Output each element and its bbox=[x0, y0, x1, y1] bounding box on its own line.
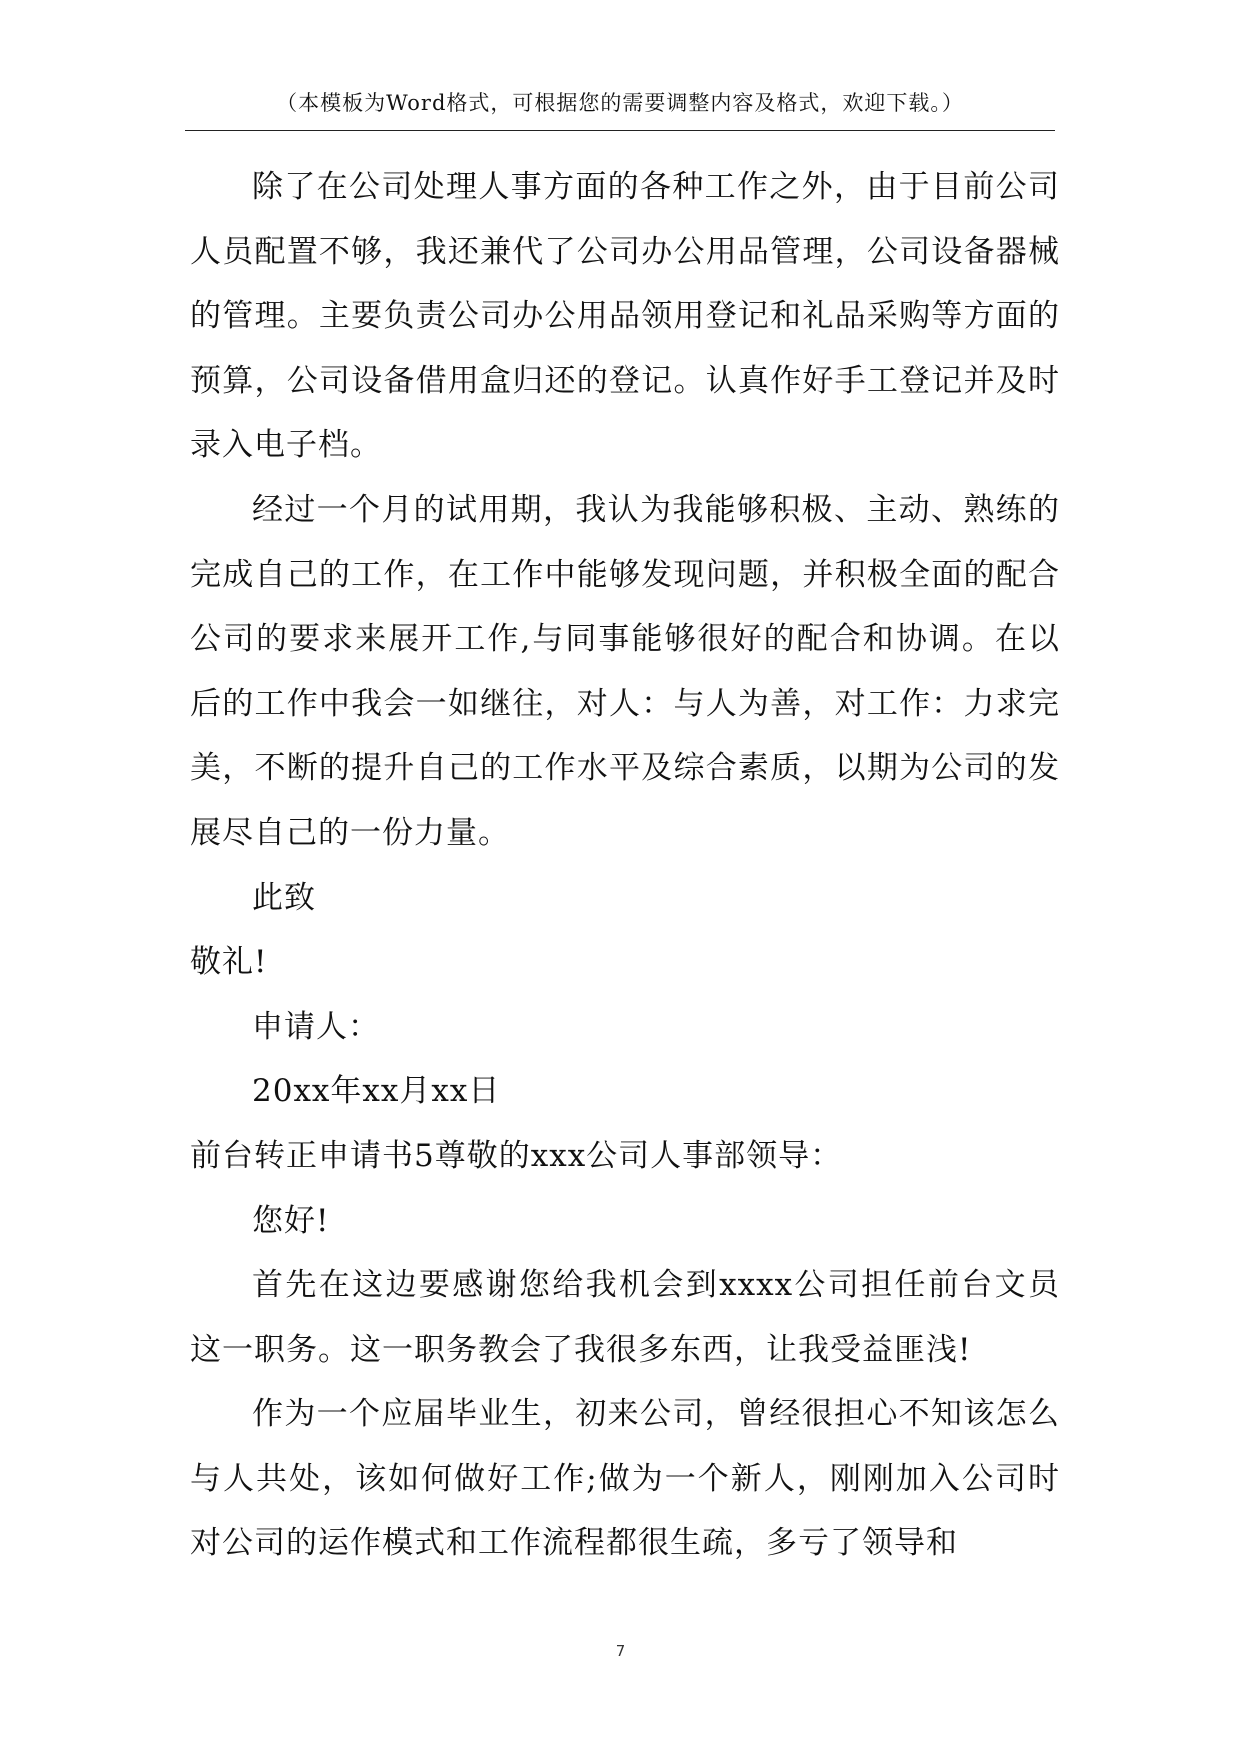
section-title-letter-5: 前台转正申请书5尊敬的xxx公司人事部领导： bbox=[190, 1137, 843, 1174]
page-header-note: （本模板为Word格式，可根据您的需要调整内容及格式，欢迎下载。） bbox=[276, 91, 964, 115]
closing-regards: 敬礼! bbox=[190, 944, 268, 981]
paragraph-probation-summary: 经过一个月的试用期，我认为我能够积极、主动、熟练的完成自己的工作，在工作中能够发现问题，并积极全面的配合公司的要求来展开工作,与同事能够很好的配合和协调。在以后的工作中我会一如继往，对人：与人为善，对工作：力求完美，不断的提升自己的工作水平及综合素质，以期为公司的发展尽自己的一份力量。 bbox=[190, 491, 1060, 851]
page-number: 7 bbox=[615, 1642, 626, 1660]
closing-salutation: 此致 bbox=[252, 879, 316, 916]
document-body bbox=[190, 155, 1060, 1576]
paragraph-thanks: 首先在这边要感谢您给我机会到xxxx公司担任前台文员这一职务。这一职务教会了我很多东西，让我受益匪浅! bbox=[190, 1267, 1060, 1368]
applicant-label: 申请人： bbox=[252, 1008, 380, 1045]
paragraph-new-graduate: 作为一个应届毕业生，初来公司，曾经很担心不知该怎么与人共处，该如何做好工作;做为一个新人，刚刚加入公司时对公司的运作模式和工作流程都很生疏，多亏了领导和 bbox=[190, 1396, 1060, 1562]
header-divider bbox=[185, 130, 1055, 131]
application-date: 20xx年xx月xx日 bbox=[252, 1073, 501, 1110]
paragraph-duties: 除了在公司处理人事方面的各种工作之外，由于目前公司人员配置不够，我还兼代了公司办公用品管理，公司设备器械的管理。主要负责公司办公用品领用登记和礼品采购等方面的预算，公司设备借用盒归还的登记。认真作好手工登记并及时录入电子档。 bbox=[190, 169, 1060, 464]
greeting: 您好! bbox=[252, 1202, 330, 1239]
